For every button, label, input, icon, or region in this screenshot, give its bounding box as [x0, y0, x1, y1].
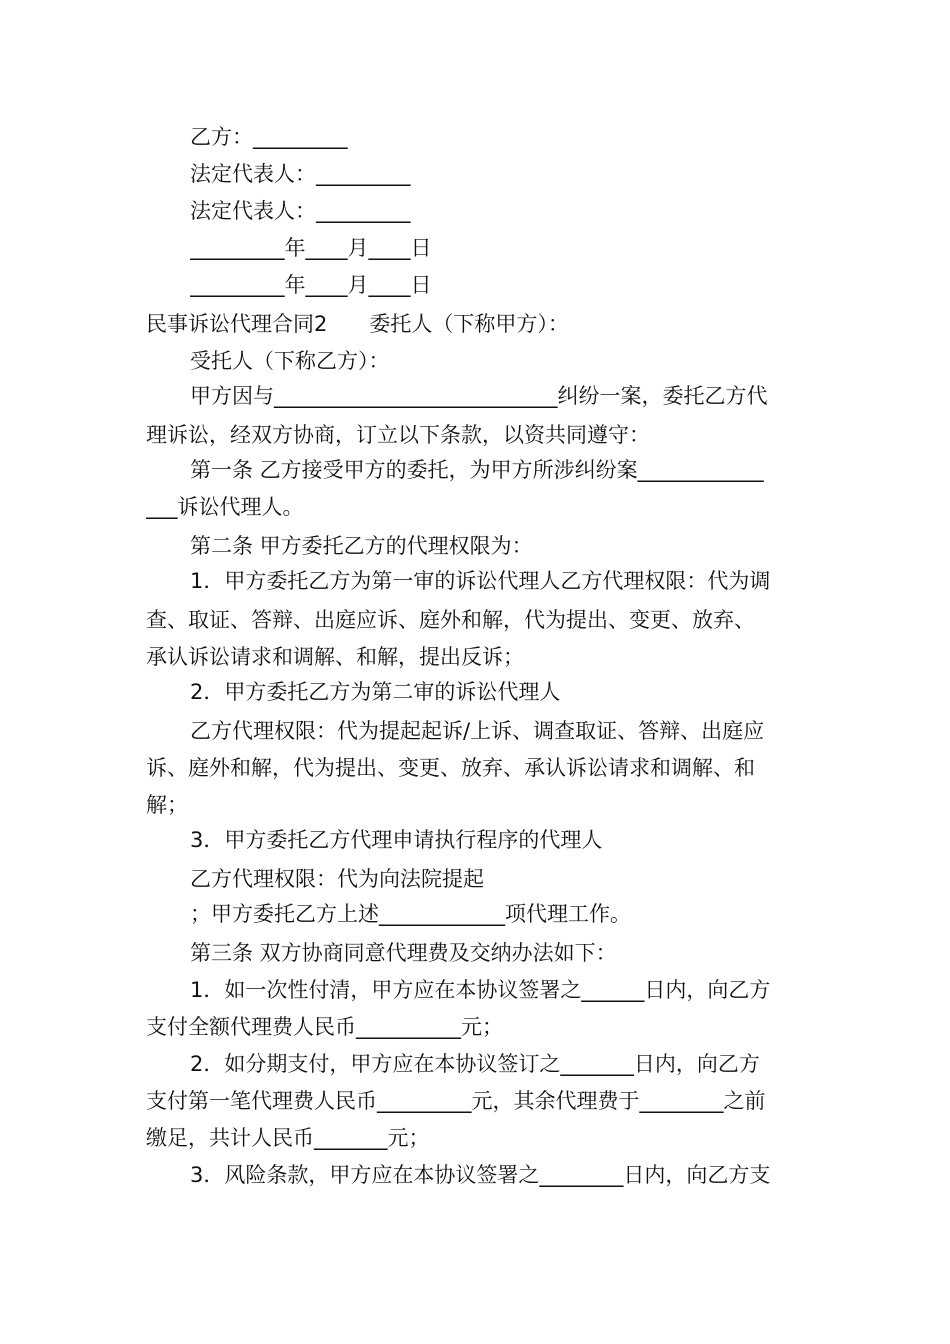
party-b-line: 乙方：_________ [190, 125, 348, 149]
item-2-line-3: 诉、庭外和解，代为提出、变更、放弃、承认诉讼请求和调解、和 [146, 756, 755, 780]
contract-title-line: 民事诉讼代理合同2 委托人（下称甲方）： [146, 312, 569, 336]
article-3-heading: 第三条 双方协商同意代理费及交纳办法如下： [190, 941, 617, 965]
date-line-2: _________年____月____日 [190, 273, 432, 297]
dispute-line-2: 理诉讼，经双方协商，订立以下条款，以资共同遵守： [146, 423, 650, 447]
item-1-line-2: 查、取证、答辩、出庭应诉、庭外和解，代为提出、变更、放弃、 [146, 608, 755, 632]
article-1-line-1: 第一条 乙方接受甲方的委托，为甲方所涉纠纷案____________ [190, 458, 764, 482]
item-3-line-1: 3．甲方委托乙方代理申请执行程序的代理人 [190, 828, 603, 852]
item-3-line-2: 乙方代理权限：代为向法院提起 [190, 867, 484, 891]
fee-1-line-1: 1．如一次性付清，甲方应在本协议签署之______日内，向乙方 [190, 978, 771, 1002]
article-2-heading: 第二条 甲方委托乙方的代理权限为： [190, 534, 533, 558]
item-2-line-1: 2．甲方委托乙方为第二审的诉讼代理人 [190, 680, 561, 704]
trustee-line: 受托人（下称乙方）： [190, 349, 390, 373]
fee-2-line-3: 缴足，共计人民币_______元； [146, 1126, 430, 1150]
item-3-line-3: ；甲方委托乙方上述____________项代理工作。 [190, 902, 631, 926]
fee-2-line-2: 支付第一笔代理费人民币_________元，其余代理费于________之前 [146, 1089, 766, 1113]
dispute-line-1: 甲方因与___________________________纠纷一案，委托乙方代 [190, 384, 768, 408]
fee-2-line-1: 2．如分期支付，甲方应在本协议签订之_______日内，向乙方 [190, 1052, 760, 1076]
item-1-line-1: 1．甲方委托乙方为第一审的诉讼代理人乙方代理权限：代为调 [190, 569, 771, 593]
date-line-1: _________年____月____日 [190, 236, 432, 260]
legal-rep-line-2: 法定代表人：_________ [190, 199, 411, 223]
fee-3-line-1: 3．风险条款，甲方应在本协议签署之________日内，向乙方支 [190, 1163, 771, 1187]
item-2-line-2: 乙方代理权限：代为提起起诉/上诉、调查取证、答辩、出庭应 [190, 719, 765, 743]
item-2-line-4: 解； [146, 793, 188, 817]
item-1-line-3: 承认诉讼请求和调解、和解，提出反诉； [146, 645, 524, 669]
legal-rep-line-1: 法定代表人：_________ [190, 162, 411, 186]
fee-1-line-2: 支付全额代理费人民币__________元； [146, 1015, 503, 1039]
article-1-line-2: ___诉讼代理人。 [146, 495, 304, 519]
